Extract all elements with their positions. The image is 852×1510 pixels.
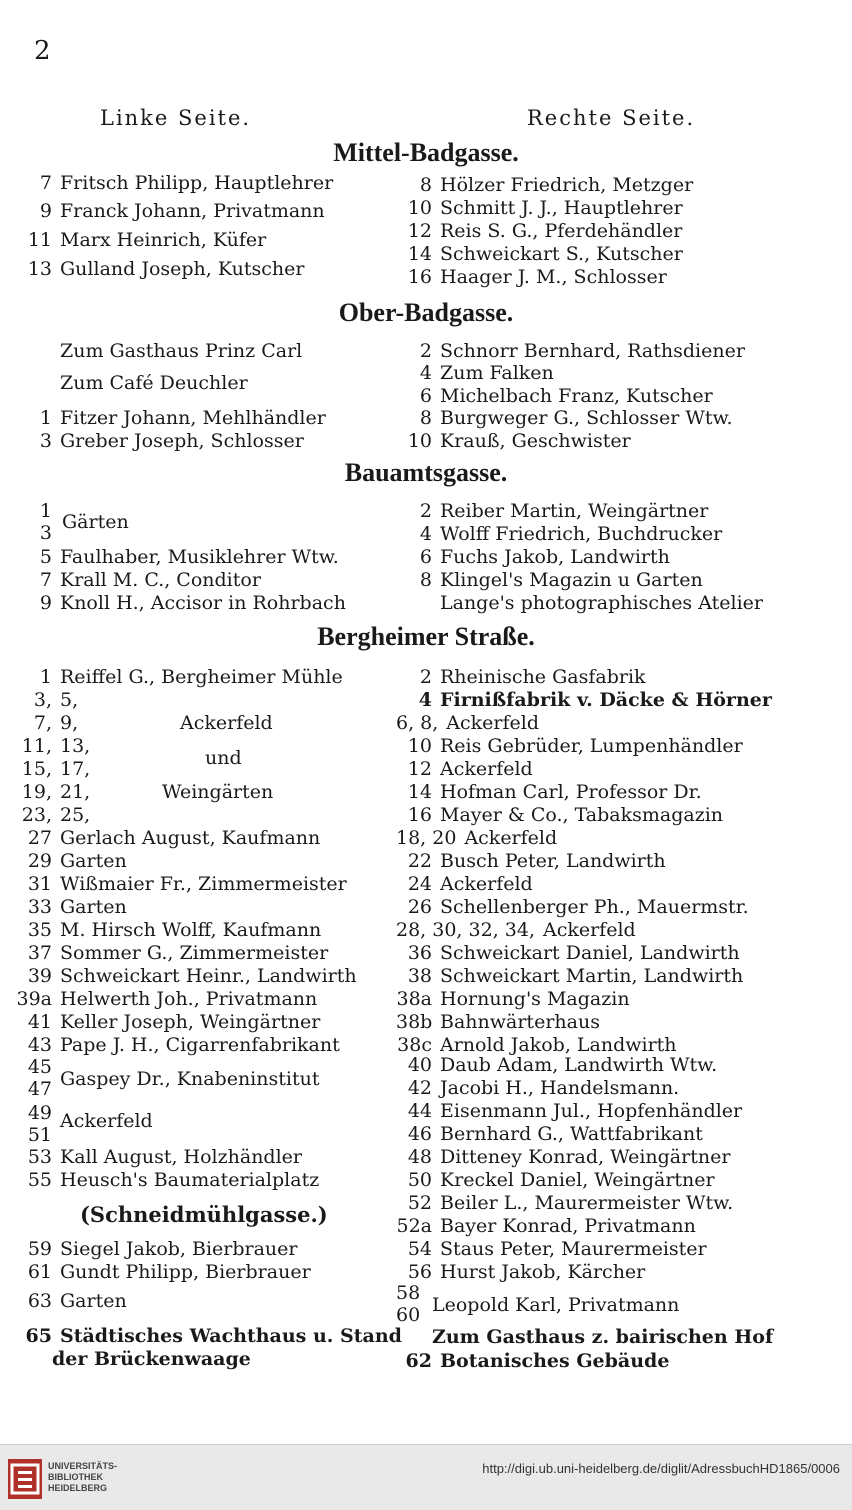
entry-right: 52a Bayer Konrad, Privatmann	[396, 1215, 696, 1237]
entry-left: 3 Greber Joseph, Schlosser	[39, 430, 304, 452]
entry-left: 11 Marx Heinrich, Küfer	[27, 229, 267, 251]
entry-left-continuation: der Brückenwaage	[52, 1348, 251, 1370]
entry-right: 16 Haager J. M., Schlosser	[407, 266, 667, 288]
entry-right: 4 Wolff Friedrich, Buchdrucker	[419, 523, 723, 545]
entry-right: 6 Fuchs Jakob, Landwirth	[419, 546, 670, 568]
entry-left: 1 Fitzer Johann, Mehlhändler	[39, 407, 326, 429]
entry-right: 8 Burgweger G., Schlosser Wtw.	[419, 407, 733, 429]
entry-right: 12 Ackerfeld	[407, 758, 533, 780]
entry-right: 6, 8, Ackerfeld	[396, 712, 540, 734]
source-url-link[interactable]: http://digi.ub.uni-heidelberg.de/diglit/AdressbuchHD1865/0006	[482, 1461, 840, 1476]
entry-right: 48 Ditteney Konrad, Weingärtner	[407, 1146, 731, 1168]
entry-right: 4 Firnißfabrik v. Däcke & Hörner	[418, 689, 772, 711]
entry-left: 33 Garten	[27, 896, 127, 918]
entry-right: 40 Daub Adam, Landwirth Wtw.	[407, 1054, 718, 1076]
entry-left: 41 Keller Joseph, Weingärtner	[27, 1011, 321, 1033]
entry-left: 39 Schweickart Heinr., Landwirth	[27, 965, 357, 987]
entry-left: 7, 9,	[33, 712, 79, 734]
entry-right: 8 Hölzer Friedrich, Metzger	[419, 174, 694, 196]
entry-left: 37 Sommer G., Zimmermeister	[27, 942, 329, 964]
entry-right: 10 Krauß, Geschwister	[407, 430, 631, 452]
entry-right: 38a Hornung's Magazin	[396, 988, 630, 1010]
entry-right: Zum Gasthaus z. bairischen Hof	[432, 1326, 774, 1348]
entry-right: 8 Klingel's Magazin u Garten	[419, 569, 703, 591]
entry-left: 13 Gulland Joseph, Kutscher	[27, 258, 305, 280]
entry-left: Gärten	[62, 511, 129, 533]
entry-right: 44 Eisenmann Jul., Hopfenhändler	[407, 1100, 743, 1122]
entry-left: 63 Garten	[27, 1290, 127, 1312]
library-name: UNIVERSITÄTS- BIBLIOTHEK HEIDELBERG	[48, 1461, 118, 1493]
entry-right: Leopold Karl, Privatmann	[432, 1294, 680, 1316]
entry-left: 27 Gerlach August, Kaufmann	[27, 827, 321, 849]
ackerfeld-label: und	[205, 747, 242, 769]
entry-right: 26 Schellenberger Ph., Mauermstr.	[407, 896, 749, 918]
entry-right: Lange's photographisches Atelier	[440, 592, 763, 614]
entry-right: 2 Schnorr Bernhard, Rathsdiener	[419, 340, 745, 362]
entry-right: 4 Zum Falken	[419, 362, 554, 384]
entry-right: 16 Mayer & Co., Tabaksmagazin	[407, 804, 724, 826]
ackerfeld-label: Ackerfeld	[180, 712, 273, 734]
header-left-side: Linke Seite.	[100, 106, 252, 130]
entry-left: 29 Garten	[27, 850, 127, 872]
entry-right: 42 Jacobi H., Handelsmann.	[407, 1077, 680, 1099]
house-number-pair: 45 47	[27, 1056, 52, 1100]
entry-right: 50 Kreckel Daniel, Weingärtner	[407, 1169, 715, 1191]
header-right-side: Rechte Seite.	[527, 106, 696, 130]
entry-right: 22 Busch Peter, Landwirth	[407, 850, 666, 872]
entry-left: Ackerfeld	[60, 1110, 153, 1132]
entry-left: 55 Heusch's Baumaterialplatz	[27, 1169, 320, 1191]
sub-street-heading: (Schneidmühlgasse.)	[80, 1202, 328, 1227]
viewer-footer	[0, 1444, 852, 1510]
page-number: 2	[34, 36, 51, 66]
entry-right: 38b Bahnwärterhaus	[396, 1011, 600, 1033]
entry-right: 10 Schmitt J. J., Hauptlehrer	[407, 197, 683, 219]
street-heading: Bauamtsgasse.	[344, 458, 508, 487]
entry-right: 14 Hofman Carl, Professor Dr.	[407, 781, 702, 803]
entry-left: Zum Gasthaus Prinz Carl	[60, 340, 303, 362]
entry-left: 15, 17,	[21, 758, 91, 780]
street-heading: Mittel-Badgasse.	[333, 138, 519, 167]
entry-right: 56 Hurst Jakob, Kärcher	[407, 1261, 646, 1283]
entry-right: 54 Staus Peter, Maurermeister	[407, 1238, 707, 1260]
entry-left: 11, 13,	[21, 735, 91, 757]
entry-left: 35 M. Hirsch Wolff, Kaufmann	[27, 919, 322, 941]
entry-right: 38 Schweickart Martin, Landwirth	[407, 965, 744, 987]
entry-right: 6 Michelbach Franz, Kutscher	[419, 385, 713, 407]
entry-left: 23, 25,	[21, 804, 91, 826]
ackerfeld-label: Weingärten	[162, 781, 274, 803]
entry-left: Zum Café Deuchler	[60, 372, 248, 394]
entry-right: 10 Reis Gebrüder, Lumpenhändler	[407, 735, 743, 757]
entry-right: 62 Botanisches Gebäude	[405, 1350, 670, 1372]
entry-right: 52 Beiler L., Maurermeister Wtw.	[407, 1192, 734, 1214]
university-library-logo-icon	[8, 1459, 42, 1499]
entry-left: 53 Kall August, Holzhändler	[27, 1146, 302, 1168]
entry-right: 38c Arnold Jakob, Landwirth	[397, 1034, 677, 1056]
entry-right: 2 Reiber Martin, Weingärtner	[419, 500, 709, 522]
entry-left: 7 Fritsch Philipp, Hauptlehrer	[39, 172, 334, 194]
entry-left: Gaspey Dr., Knabeninstitut	[60, 1068, 320, 1090]
entry-left: 65 Städtisches Wachthaus u. Stand	[25, 1325, 402, 1347]
entry-right: 46 Bernhard G., Wattfabrikant	[407, 1123, 703, 1145]
house-number-pair: 58 60	[396, 1282, 421, 1326]
entry-left: 5 Faulhaber, Musiklehrer Wtw.	[39, 546, 339, 568]
entry-right: 24 Ackerfeld	[407, 873, 533, 895]
entry-left: 43 Pape J. H., Cigarrenfabrikant	[27, 1034, 340, 1056]
entry-left: 61 Gundt Philipp, Bierbrauer	[27, 1261, 311, 1283]
entry-left: 9 Knoll H., Accisor in Rohrbach	[39, 592, 346, 614]
entry-right: 28, 30, 32, 34, Ackerfeld	[396, 919, 636, 941]
entry-left: 31 Wißmaier Fr., Zimmermeister	[27, 873, 347, 895]
entry-left: 39a Helwerth Joh., Privatmann	[16, 988, 318, 1010]
entry-right: 14 Schweickart S., Kutscher	[407, 243, 683, 265]
street-heading: Ober-Badgasse.	[338, 298, 514, 327]
house-number-pair: 49 51	[27, 1102, 52, 1146]
entry-left: 9 Franck Johann, Privatmann	[39, 200, 325, 222]
entry-left: 7 Krall M. C., Conditor	[39, 569, 261, 591]
entry-left: 59 Siegel Jakob, Bierbrauer	[27, 1238, 298, 1260]
entry-left: 1 Reiffel G., Bergheimer Mühle	[39, 666, 343, 688]
entry-right: 36 Schweickart Daniel, Landwirth	[407, 942, 740, 964]
house-number-pair: 1 3	[39, 500, 52, 544]
street-heading: Bergheimer Straße.	[317, 622, 535, 651]
entry-right: 12 Reis S. G., Pferdehändler	[407, 220, 683, 242]
entry-left: 19, 21,	[21, 781, 91, 803]
entry-left: 3, 5,	[33, 689, 79, 711]
entry-right: 2 Rheinische Gasfabrik	[419, 666, 646, 688]
entry-right: 18, 20 Ackerfeld	[396, 827, 558, 849]
